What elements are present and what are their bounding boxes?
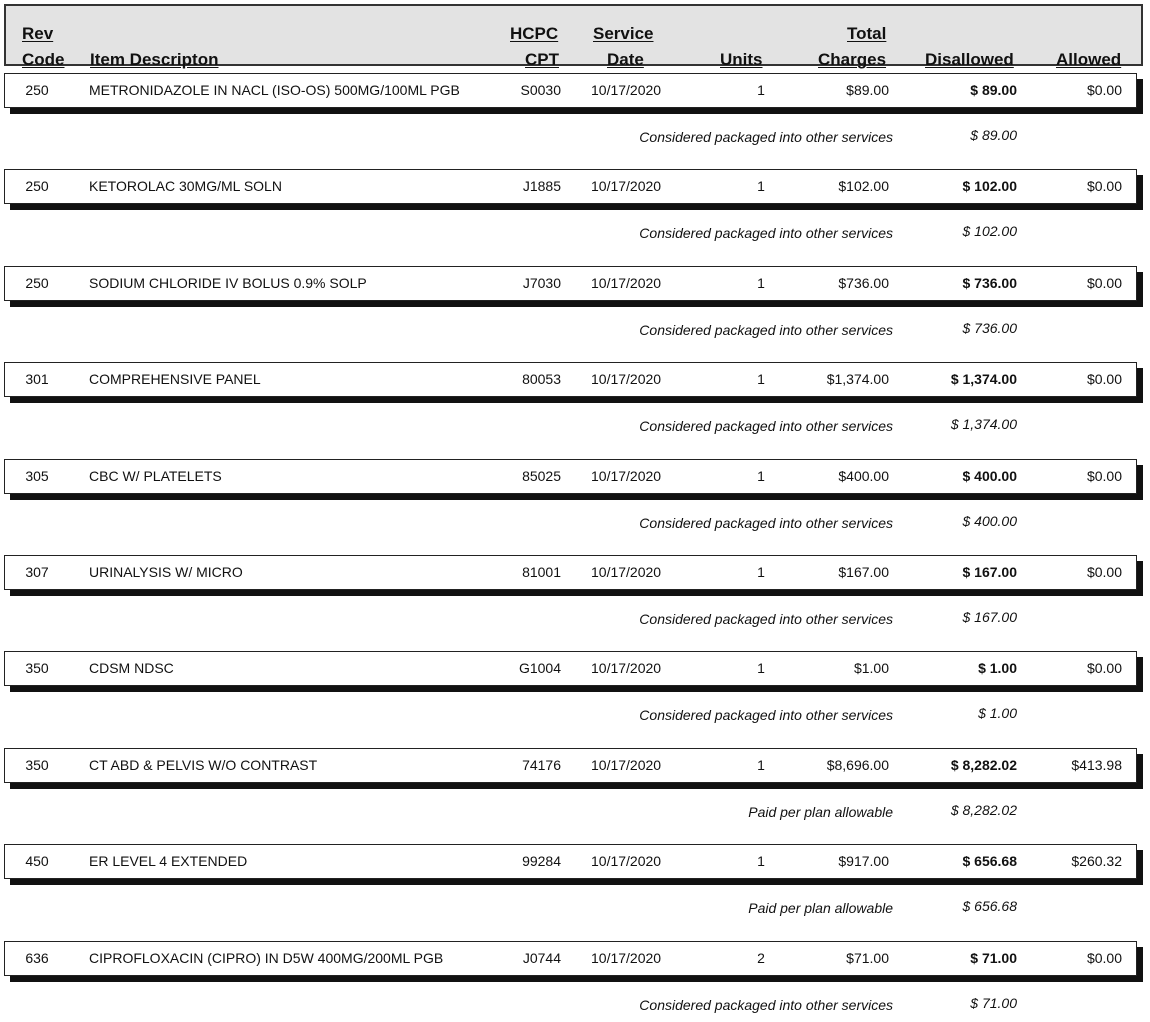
table-row — [4, 844, 1137, 879]
total-charges-cell: $8,696.00 — [826, 757, 889, 773]
units-cell: 1 — [757, 564, 765, 580]
table-row — [4, 748, 1137, 783]
line-note: Paid per plan allowable — [748, 804, 893, 820]
hcpc-cell: G1004 — [518, 660, 561, 676]
item-description-cell: METRONIDAZOLE IN NACL (ISO-OS) 500MG/100ML PGB — [89, 82, 460, 98]
service-date-cell: 10/17/2020 — [591, 468, 662, 484]
item-description-cell: SODIUM CHLORIDE IV BOLUS 0.9% SOLP — [89, 275, 367, 291]
item-description-cell: COMPREHENSIVE PANEL — [89, 371, 261, 387]
service-date-cell: 10/17/2020 — [591, 853, 662, 869]
line-note: Considered packaged into other services — [639, 225, 893, 241]
note-amount: $ 400.00 — [962, 513, 1017, 529]
total-charges-cell: $102.00 — [838, 178, 889, 194]
hcpc-cell: S0030 — [520, 82, 561, 98]
total-charges-cell: $1,374.00 — [826, 371, 889, 387]
header-total: Total — [847, 24, 887, 43]
disallowed-cell: $ 736.00 — [962, 275, 1017, 291]
header-hcpc: HCPC — [510, 24, 559, 43]
allowed-cell: $0.00 — [1086, 371, 1122, 387]
units-cell: 1 — [757, 660, 765, 676]
table-row — [4, 362, 1137, 397]
item-description-cell: URINALYSIS W/ MICRO — [89, 564, 243, 580]
table-row — [4, 555, 1137, 590]
service-date-cell: 10/17/2020 — [591, 564, 662, 580]
rev-code-cell: 250 — [25, 82, 49, 98]
allowed-cell: $0.00 — [1086, 660, 1122, 676]
total-charges-cell: $1.00 — [853, 660, 889, 676]
line-note: Considered packaged into other services — [639, 611, 893, 627]
item-description-cell: KETOROLAC 30MG/ML SOLN — [89, 178, 282, 194]
line-note: Considered packaged into other services — [639, 997, 893, 1013]
hcpc-cell: J1885 — [522, 178, 561, 194]
total-charges-cell: $917.00 — [838, 853, 889, 869]
rev-code-cell: 350 — [25, 757, 49, 773]
total-charges-cell: $71.00 — [846, 950, 889, 966]
line-note: Considered packaged into other services — [639, 707, 893, 723]
rev-code-cell: 250 — [25, 178, 49, 194]
header-charges: Charges — [818, 50, 887, 69]
allowed-cell: $260.32 — [1071, 853, 1122, 869]
table-row — [4, 266, 1137, 301]
note-amount: $ 736.00 — [962, 320, 1017, 336]
disallowed-cell: $ 1.00 — [978, 660, 1017, 676]
line-note: Paid per plan allowable — [748, 900, 893, 916]
header-code: Code — [22, 50, 65, 69]
hcpc-cell: 99284 — [522, 853, 561, 869]
table-header — [4, 4, 1143, 69]
line-note: Considered packaged into other services — [639, 322, 893, 338]
disallowed-cell: $ 102.00 — [962, 178, 1017, 194]
units-cell: 1 — [757, 757, 765, 773]
hcpc-cell: 80053 — [522, 371, 561, 387]
disallowed-cell: $ 167.00 — [962, 564, 1017, 580]
disallowed-cell: $ 656.68 — [962, 853, 1017, 869]
header-disallowed: Disallowed — [925, 50, 1014, 69]
note-amount: $ 167.00 — [962, 609, 1017, 625]
units-cell: 1 — [757, 853, 765, 869]
table-row — [4, 73, 1137, 108]
line-note: Considered packaged into other services — [639, 515, 893, 531]
rev-code-cell: 636 — [25, 950, 49, 966]
total-charges-cell: $167.00 — [838, 564, 889, 580]
item-description-cell: CBC W/ PLATELETS — [89, 468, 222, 484]
hcpc-cell: J7030 — [522, 275, 561, 291]
hcpc-cell: 85025 — [522, 468, 561, 484]
units-cell: 1 — [757, 468, 765, 484]
rev-code-cell: 305 — [25, 468, 49, 484]
allowed-cell: $0.00 — [1086, 950, 1122, 966]
allowed-cell: $0.00 — [1086, 275, 1122, 291]
hcpc-cell: 74176 — [522, 757, 561, 773]
line-note: Considered packaged into other services — [639, 129, 893, 145]
disallowed-cell: $ 400.00 — [962, 468, 1017, 484]
item-description-cell: ER LEVEL 4 EXTENDED — [89, 853, 248, 869]
service-date-cell: 10/17/2020 — [591, 757, 662, 773]
rev-code-cell: 307 — [25, 564, 49, 580]
header-rev: Rev — [22, 24, 54, 43]
item-description-cell: CT ABD & PELVIS W/O CONTRAST — [89, 757, 318, 773]
note-amount: $ 656.68 — [962, 898, 1017, 914]
rev-code-cell: 250 — [25, 275, 49, 291]
units-cell: 1 — [757, 371, 765, 387]
allowed-cell: $0.00 — [1086, 82, 1122, 98]
service-date-cell: 10/17/2020 — [591, 660, 662, 676]
item-description-cell: CDSM NDSC — [89, 660, 174, 676]
total-charges-cell: $89.00 — [846, 82, 889, 98]
note-amount: $ 1,374.00 — [950, 416, 1017, 432]
header-date: Date — [607, 50, 644, 69]
header-units: Units — [720, 50, 763, 69]
note-amount: $ 89.00 — [970, 127, 1017, 143]
total-charges-cell: $400.00 — [838, 468, 889, 484]
units-cell: 1 — [757, 178, 765, 194]
table-row — [4, 459, 1137, 494]
disallowed-cell: $ 1,374.00 — [950, 371, 1017, 387]
service-date-cell: 10/17/2020 — [591, 178, 662, 194]
table-row — [4, 651, 1137, 686]
allowed-cell: $413.98 — [1071, 757, 1122, 773]
hcpc-cell: 81001 — [522, 564, 561, 580]
units-cell: 2 — [757, 950, 765, 966]
header-cpt: CPT — [525, 50, 559, 69]
service-date-cell: 10/17/2020 — [591, 371, 662, 387]
header-allowed: Allowed — [1056, 50, 1122, 69]
units-cell: 1 — [757, 275, 765, 291]
service-date-cell: 10/17/2020 — [591, 275, 662, 291]
hcpc-cell: J0744 — [522, 950, 561, 966]
line-note: Considered packaged into other services — [639, 418, 893, 434]
header-service: Service — [593, 24, 654, 43]
total-charges-cell: $736.00 — [838, 275, 889, 291]
rev-code-cell: 301 — [25, 371, 49, 387]
note-amount: $ 8,282.02 — [950, 802, 1017, 818]
rev-code-cell: 450 — [25, 853, 49, 869]
allowed-cell: $0.00 — [1086, 564, 1122, 580]
disallowed-cell: $ 71.00 — [970, 950, 1017, 966]
service-date-cell: 10/17/2020 — [591, 82, 662, 98]
disallowed-cell: $ 89.00 — [970, 82, 1017, 98]
table-row — [4, 169, 1137, 204]
units-cell: 1 — [757, 82, 765, 98]
note-amount: $ 71.00 — [970, 995, 1017, 1011]
table-row — [4, 941, 1137, 976]
note-amount: $ 1.00 — [978, 705, 1017, 721]
allowed-cell: $0.00 — [1086, 178, 1122, 194]
rev-code-cell: 350 — [25, 660, 49, 676]
allowed-cell: $0.00 — [1086, 468, 1122, 484]
header-item-description: Item Descripton — [90, 50, 219, 69]
disallowed-cell: $ 8,282.02 — [950, 757, 1017, 773]
item-description-cell: CIPROFLOXACIN (CIPRO) IN D5W 400MG/200ML PGB — [89, 950, 444, 966]
service-date-cell: 10/17/2020 — [591, 950, 662, 966]
note-amount: $ 102.00 — [962, 223, 1017, 239]
